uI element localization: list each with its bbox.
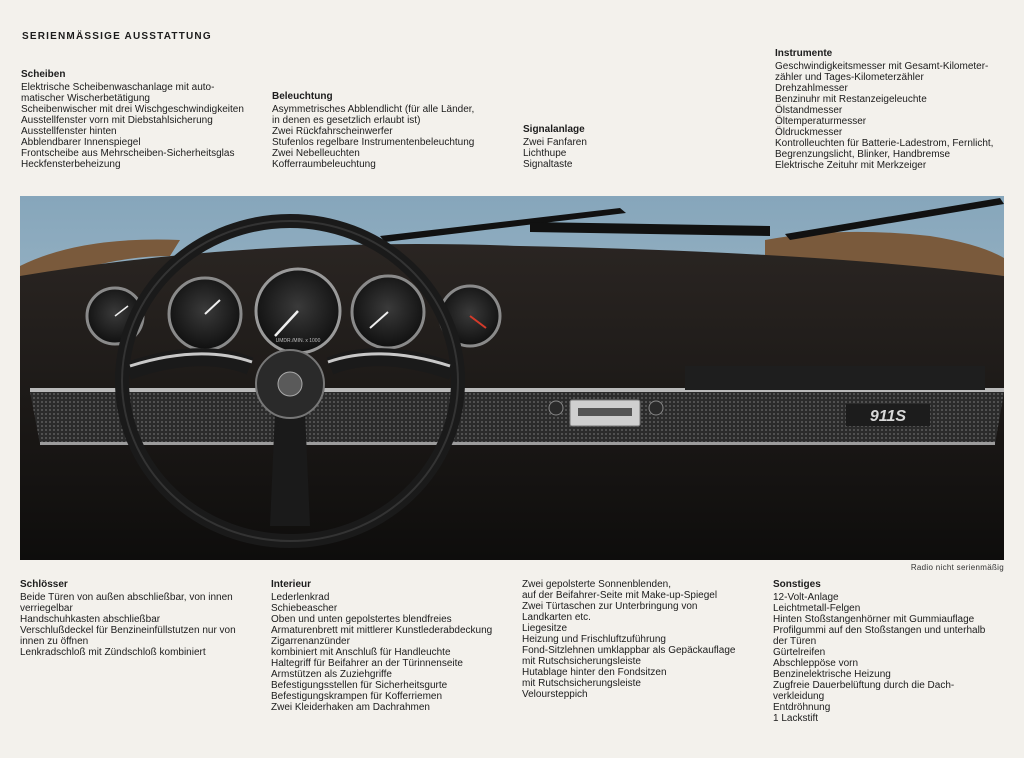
list-item: mit Rutschsicherungsleiste [522,678,641,689]
list-item: Abblendbarer Innenspiegel [21,137,141,148]
section-title: Instrumente [775,48,833,59]
list-item: 12-Volt-Anlage [773,592,839,603]
section-schloesser [20,579,236,658]
list-item: Ausstellfenster hinten [21,126,117,137]
section-lines [21,82,244,170]
list-item: Fond-Sitzlehnen umklappbar als Gepäckauflage [522,645,736,656]
list-item: Gürtelreifen [773,647,826,658]
list-item: Schiebeascher [271,603,338,614]
list-item: Geschwindigkeitsmesser mit Gesamt-Kilometer- [775,61,989,72]
radio-knob-left [549,401,563,415]
list-item: Befestigungsstellen für Sicherheitsgurte [271,680,448,691]
section-title: Sonstiges [773,579,821,590]
list-item: Zugfreie Dauerbelüftung durch die Dach- [773,680,955,691]
list-item: Benzinuhr mit Restanzeigeleuchte [775,94,927,105]
section-lines [271,592,492,713]
list-item: Hinten Stoßstangenhörner mit Gummiauflage [773,614,975,625]
section-title: Beleuchtung [272,91,333,102]
list-item: auf der Beifahrer-Seite mit Make-up-Spiegel [522,590,718,601]
section-lines [775,61,993,171]
dashboard-illustration [20,196,1004,560]
list-item: Armstützen als Zuziehgriffe [271,669,392,680]
list-item: Lichthupe [523,148,567,159]
list-item: Frontscheibe aus Mehrscheiben-Sicherheitsglas [21,148,235,159]
section-interieur [271,579,492,713]
section-signalanlage [523,124,587,170]
list-item: Zwei gepolsterte Sonnenblenden, [522,579,671,590]
list-item: in denen es gesetzlich erlaubt ist) [272,115,421,126]
photo-caption: Radio nicht serienmäßig [910,563,1004,572]
section-scheiben [21,69,244,170]
list-item: Elektrische Scheibenwaschanlage mit auto- [21,82,215,93]
list-item: Zwei Nebelleuchten [272,148,360,159]
list-item: Zwei Türtaschen zur Unterbringung von [522,601,698,612]
list-item: Liegesitze [522,623,568,634]
section-lines [522,579,735,700]
list-item: Lederlenkrad [271,592,330,603]
list-item: Armaturenbrett mit mittlerer Kunstlederabdeckung [271,625,493,636]
list-item: Begrenzungslicht, Blinker, Handbremse [775,149,951,160]
list-item: Leichtmetall-Felgen [773,603,861,614]
dashboard-photo [20,196,1004,560]
list-item: Signaltaste [523,159,573,170]
section-lines [272,104,474,170]
porsche-crest-icon [278,372,302,396]
list-item: Profilgummi auf den Stoßstangen und unterhalb [773,625,986,636]
list-item: Lenkradschloß mit Zündschloß kombiniert [20,647,206,658]
list-item: Ausstellfenster vorn mit Diebstahlsicherung [21,115,213,126]
model-badge: 911S [869,408,907,425]
section-instrumente [775,48,993,171]
list-item: Hutablage hinter den Fondsitzen [522,667,667,678]
section-interieur-continued [522,579,735,700]
list-item: Zwei Fanfaren [523,137,587,148]
list-item: Ölstandmesser [775,105,843,116]
section-title: Interieur [271,579,312,590]
list-item: Asymmetrisches Abblendlicht (für alle Länder, [272,104,475,115]
list-item: innen zu öffnen [20,636,89,647]
radio-dial [578,408,632,416]
page-heading: SERIENMÄSSIGE AUSSTATTUNG [22,31,212,42]
list-item: Stufenlos regelbare Instrumentenbeleuchtung [272,137,475,148]
list-item: Zwei Rückfahrscheinwerfer [272,126,393,137]
list-item: Öltemperaturmesser [775,116,867,127]
list-item: Veloursteppich [522,689,588,700]
list-item: verriegelbar [20,603,73,614]
section-title: Schlösser [20,579,68,590]
list-item: Beide Türen von außen abschließbar, von innen [20,592,233,603]
section-lines [523,137,587,170]
tach-label: UMDR./MIN. x 1000 [275,338,321,344]
list-item: Scheibenwischer mit drei Wischgeschwindigkeiten [21,104,244,115]
list-item: Benzinelektrische Heizung [773,669,891,680]
list-item: Drehzahlmesser [775,83,848,94]
section-lines [773,592,985,724]
list-item: kombiniert mit Anschluß für Handleuchte [271,647,451,658]
list-item: Zwei Kleiderhaken am Dachrahmen [271,702,430,713]
list-item: der Türen [773,636,817,647]
list-item: Abschleppöse vorn [773,658,859,669]
section-sonstiges [773,579,985,724]
section-lines [20,592,236,658]
list-item: Verschlußdeckel für Benzineinfüllstutzen nur von [20,625,236,636]
list-item: Elektrische Zeituhr mit Merkzeiger [775,160,927,171]
list-item: verkleidung [773,691,825,702]
list-item: Handschuhkasten abschließbar [20,614,161,625]
list-item: Kontrolleuchten für Batterie-Ladestrom, Fernlicht, [775,138,994,149]
chrome-trim-bottom [40,442,995,445]
section-title: Signalanlage [523,124,585,135]
list-item: Haltegriff für Beifahrer an der Türinnenseite [271,658,463,669]
radio-knob-right [649,401,663,415]
list-item: Befestigungskrampen für Kofferriemen [271,691,443,702]
list-item: Entdröhnung [773,702,831,713]
list-item: 1 Lackstift [773,713,819,724]
list-item: Öldruckmesser [775,127,843,138]
section-beleuchtung [272,91,474,170]
list-item: zähler und Tages-Kilometerzähler [775,72,924,83]
list-item: mit Rutschsicherungsleiste [522,656,641,667]
list-item: Heizung und Frischluftzuführung [522,634,666,645]
section-title: Scheiben [21,69,66,80]
list-item: Zigarrenanzünder [271,636,350,647]
list-item: Oben und unten gepolstertes blendfreies [271,614,452,625]
glovebox [685,366,985,390]
list-item: Kofferraumbeleuchtung [272,159,376,170]
list-item: Heckfensterbeheizung [21,159,121,170]
list-item: matischer Wischerbetätigung [21,93,150,104]
list-item: Landkarten etc. [522,612,591,623]
